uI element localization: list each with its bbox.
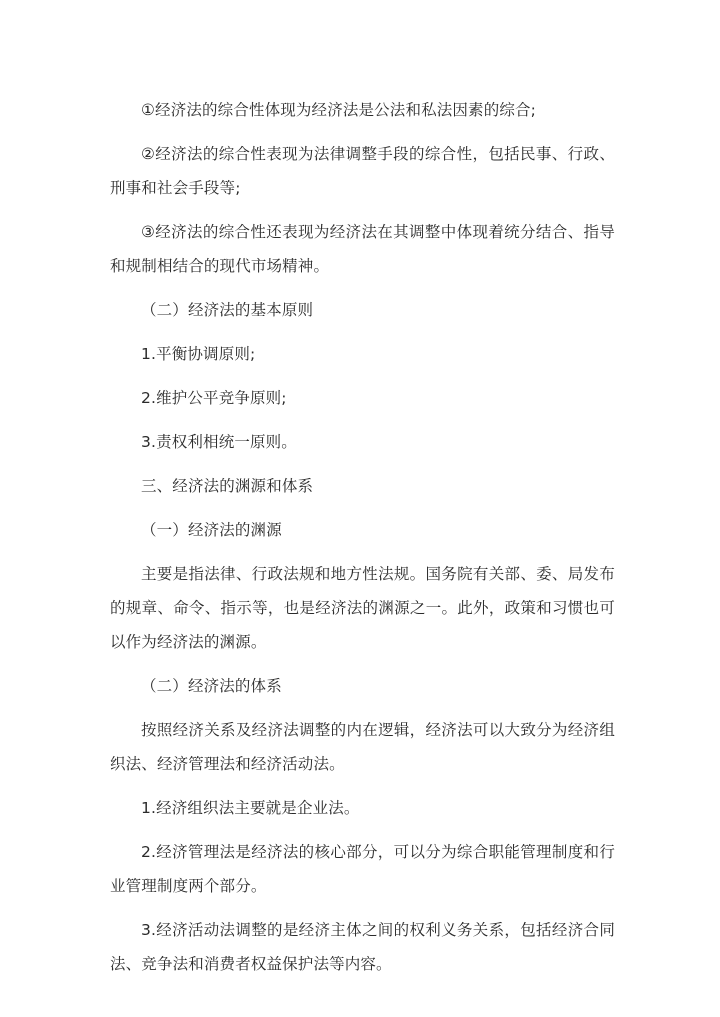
list-item-system-3: 3.经济活动法调整的是经济主体之间的权利义务关系，包括经济合同法、竞争法和消费者权益保护法等内容。 <box>110 921 615 973</box>
paragraph-system: 按照经济关系及经济法调整的内在逻辑，经济法可以大致分为经济组织法、经济管理法和经济活动法。 <box>110 721 615 773</box>
list-item-principle-1: 1.平衡协调原则; <box>141 345 256 363</box>
document-body <box>110 93 615 991</box>
list-item-principle-3: 3.责权利相统一原则。 <box>141 433 297 451</box>
paragraph-2: ②经济法的综合性表现为法律调整手段的综合性，包括民事、行政、刑事和社会手段等; <box>110 145 615 197</box>
section-heading-sources-and-system: 三、经济法的渊源和体系 <box>141 477 314 495</box>
subsection-heading-system: （二）经济法的体系 <box>141 677 282 695</box>
subsection-heading-sources: （一）经济法的渊源 <box>141 521 282 539</box>
paragraph-3: ③经济法的综合性还表现为经济法在其调整中体现着统分结合、指导和规制相结合的现代市场精神。 <box>110 223 615 275</box>
list-item-principle-2: 2.维护公平竞争原则; <box>141 389 287 407</box>
list-item-system-2: 2.经济管理法是经济法的核心部分，可以分为综合职能管理制度和行业管理制度两个部分。 <box>110 843 615 895</box>
paragraph-sources: 主要是指法律、行政法规和地方性法规。国务院有关部、委、局发布的规章、命令、指示等，也是经济法的渊源之一。此外，政策和习惯也可以作为经济法的渊源。 <box>110 565 615 651</box>
paragraph-1: ①经济法的综合性体现为经济法是公法和私法因素的综合; <box>141 101 537 119</box>
list-item-system-1: 1.经济组织法主要就是企业法。 <box>141 799 360 817</box>
section-heading-basic-principles: （二）经济法的基本原则 <box>141 301 314 319</box>
